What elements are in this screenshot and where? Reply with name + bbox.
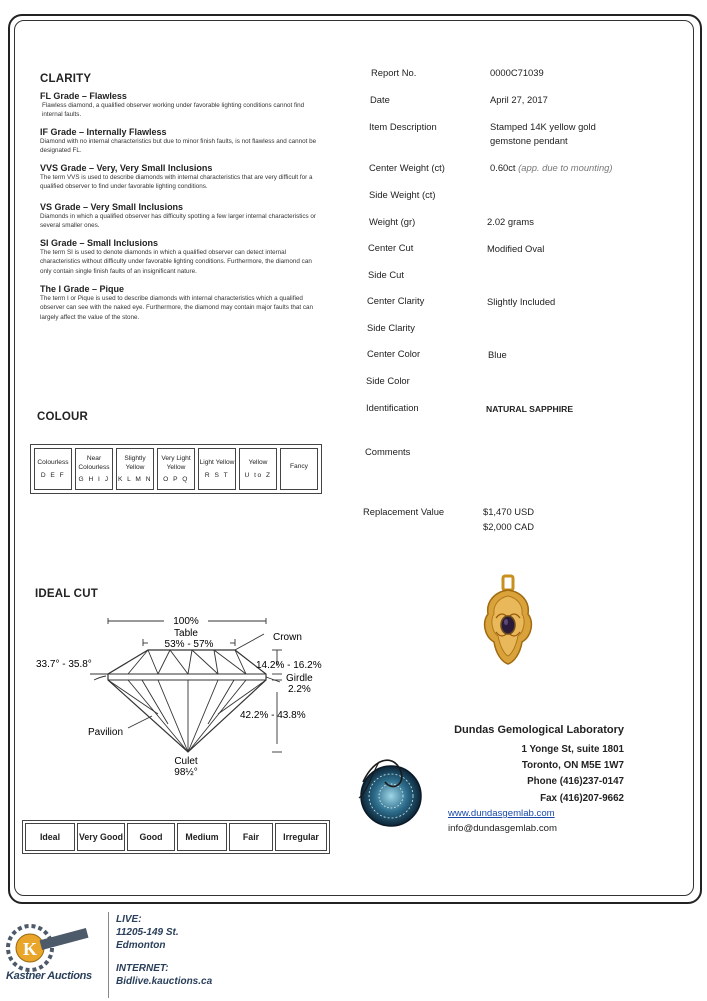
item-description-value: Stamped 14K yellow gold gemstone pendant bbox=[490, 121, 596, 146]
comments-label: Comments bbox=[365, 446, 411, 457]
item-description-label: Item Description bbox=[369, 121, 437, 132]
center-weight-note: (app. due to mounting) bbox=[518, 162, 613, 173]
date-value: April 27, 2017 bbox=[490, 94, 548, 105]
ideal-cut-heading: IDEAL CUT bbox=[35, 588, 98, 600]
weight-value: 2.02 grams bbox=[487, 216, 534, 227]
side-color-label: Side Color bbox=[366, 375, 410, 386]
clarity-grade-i bbox=[40, 284, 324, 322]
grade-description: The term I or Pique is used to describe diamonds with internal characteristics which a qualified observer can see with the naked eye. Furthermore, the diamond may contain major faults that can largely affect the value of the stone. bbox=[40, 295, 314, 321]
grade-description: Diamonds in which a qualified observer has difficulty spotting a few larger internal characteristics or several smaller ones. bbox=[40, 213, 317, 230]
diamond-cut-diagram bbox=[30, 604, 350, 782]
center-weight-number: 0.60ct bbox=[490, 162, 516, 173]
svg-text:K: K bbox=[23, 939, 38, 959]
identification-value: NATURAL SAPPHIRE bbox=[486, 404, 574, 414]
cut-grade-cell: Irregular bbox=[275, 823, 327, 851]
footer-internet-url[interactable]: Bidlive.kauctions.ca bbox=[116, 976, 213, 987]
cut-grade-cell: Good bbox=[127, 823, 175, 851]
colour-cell bbox=[116, 448, 154, 490]
cut-girdle-label: Girdle bbox=[286, 673, 313, 684]
center-clarity-value: Slightly Included bbox=[487, 296, 556, 307]
colour-name: Yellow bbox=[248, 459, 268, 467]
cut-culet-value: 98½° bbox=[174, 767, 198, 778]
weight-label: Weight (gr) bbox=[369, 216, 416, 227]
cut-girdle-value: 2.2% bbox=[288, 684, 311, 695]
cut-grade-cell: Ideal bbox=[25, 823, 75, 851]
auction-logo-icon bbox=[4, 918, 104, 996]
cut-crown-height: 14.2% - 16.2% bbox=[256, 660, 322, 671]
colour-name: Near Colourless bbox=[78, 455, 110, 471]
center-weight-label: Center Weight (ct) bbox=[369, 162, 445, 173]
identification-label: Identification bbox=[366, 402, 419, 413]
colour-name: Fancy bbox=[290, 462, 308, 470]
report-no-label: Report No. bbox=[371, 67, 417, 78]
clarity-grade-vvs bbox=[40, 163, 324, 202]
hologram-seal-icon bbox=[355, 752, 427, 832]
colour-grades: O P Q bbox=[163, 475, 189, 483]
clarity-grade-vs bbox=[40, 202, 324, 238]
colour-name: Light Yellow bbox=[199, 459, 235, 467]
cut-table-range: 53% - 57% bbox=[164, 639, 214, 650]
cut-grade-table bbox=[22, 820, 330, 854]
colour-heading: COLOUR bbox=[37, 411, 89, 423]
colour-grades: D E F bbox=[40, 471, 66, 479]
replacement-value-cad: $2,000 CAD bbox=[483, 521, 535, 532]
cut-crown-label: Crown bbox=[273, 632, 302, 643]
lab-address-2: Toronto, ON M5E 1W7 bbox=[521, 760, 624, 772]
grade-title: VS Grade – Very Small Inclusions bbox=[40, 202, 184, 212]
auction-logo bbox=[4, 918, 104, 996]
grade-description: The term SI is used to denote diamonds in which a qualified observer can detect internal characteristics without difficulty under favorable lighting conditions. Furthermore, the diamond can only contain single finish faults of an insignificant nature. bbox=[40, 249, 312, 275]
colour-grades: U to Z bbox=[244, 471, 272, 479]
colour-cell bbox=[198, 448, 236, 490]
replacement-value-label: Replacement Value bbox=[363, 506, 445, 517]
colour-cell bbox=[280, 448, 318, 490]
clarity-grade-fl bbox=[40, 91, 324, 127]
cut-table-label: Table bbox=[174, 628, 198, 639]
center-cut-label: Center Cut bbox=[368, 242, 414, 253]
replacement-value-usd: $1,470 USD bbox=[483, 506, 535, 517]
colour-cell bbox=[34, 448, 72, 490]
lab-website-link[interactable]: www.dundasgemlab.com bbox=[448, 808, 555, 819]
lab-info bbox=[400, 724, 624, 807]
center-color-value: Blue bbox=[488, 349, 507, 360]
lab-name: Dundas Gemological Laboratory bbox=[454, 724, 624, 736]
cut-culet-label: Culet bbox=[174, 756, 198, 767]
lab-phone: Phone (416)237-0147 bbox=[527, 776, 624, 788]
cut-width-label: 100% bbox=[173, 616, 199, 627]
center-weight-value bbox=[490, 161, 613, 175]
center-color-label: Center Color bbox=[367, 348, 421, 359]
clarity-heading: CLARITY bbox=[40, 73, 92, 85]
grade-description: Flawless diamond, a qualified observer working under favorable lighting conditions cannot find internal faults. bbox=[42, 102, 305, 119]
lab-email: info@dundasgemlab.com bbox=[448, 823, 557, 834]
grade-description: The term VVS is used to describe diamonds with internal characteristics that are very difficult for a qualified observer to find under favorable lighting conditions. bbox=[40, 174, 313, 191]
grade-title: The I Grade – Pique bbox=[40, 284, 125, 294]
grade-title: SI Grade – Small Inclusions bbox=[40, 238, 159, 248]
cut-pavilion-depth: 42.2% - 43.8% bbox=[240, 710, 306, 721]
grade-title: VVS Grade – Very, Very Small Inclusions bbox=[40, 163, 213, 173]
clarity-grade-if bbox=[40, 127, 324, 163]
colour-name: Colourless bbox=[37, 459, 69, 467]
clarity-grade-list bbox=[40, 91, 324, 322]
center-clarity-label: Center Clarity bbox=[367, 295, 425, 306]
side-clarity-label: Side Clarity bbox=[367, 322, 415, 333]
footer-live-address: 11205-149 St. bbox=[116, 927, 179, 938]
colour-cell bbox=[239, 448, 277, 490]
side-weight-label: Side Weight (ct) bbox=[369, 189, 436, 200]
cut-grade-cell: Fair bbox=[229, 823, 273, 851]
footer-internet-label: INTERNET: bbox=[116, 963, 169, 974]
colour-grades: G H I J bbox=[78, 475, 110, 483]
colour-grades: K L M N bbox=[117, 475, 153, 483]
colour-grades: R S T bbox=[204, 471, 230, 479]
pendant-image bbox=[478, 574, 538, 674]
auction-logo-text: Kastner Auctions bbox=[6, 970, 92, 982]
cut-grade-cell: Very Good bbox=[77, 823, 125, 851]
clarity-grade-si bbox=[40, 238, 324, 284]
cut-crown-angle: 33.7° - 35.8° bbox=[36, 659, 92, 670]
report-no-value: 0000C71039 bbox=[490, 67, 544, 78]
lab-fax: Fax (416)207-9662 bbox=[540, 792, 624, 804]
colour-name: Slightly Yellow bbox=[124, 455, 146, 471]
grade-title: IF Grade – Internally Flawless bbox=[40, 127, 167, 137]
colour-cell bbox=[157, 448, 195, 490]
cut-pavilion-label: Pavilion bbox=[88, 727, 124, 738]
side-cut-label: Side Cut bbox=[368, 269, 404, 280]
colour-cell bbox=[75, 448, 113, 490]
cut-grade-cell: Medium bbox=[177, 823, 227, 851]
colour-name: Very Light Yellow bbox=[161, 455, 191, 471]
footer-live-label: LIVE: bbox=[116, 914, 142, 925]
lab-address-1: 1 Yonge St, suite 1801 bbox=[521, 744, 624, 755]
date-label: Date bbox=[370, 94, 390, 105]
center-cut-value: Modified Oval bbox=[487, 243, 545, 254]
colour-scale-table bbox=[30, 444, 322, 494]
grade-description: Diamond with no internal characteristics but due to minor finish faults, is not flawless and cannot be designated FL. bbox=[40, 138, 317, 155]
footer-live-city: Edmonton bbox=[116, 940, 166, 951]
footer-divider bbox=[108, 912, 109, 998]
grade-title: FL Grade – Flawless bbox=[40, 91, 127, 101]
